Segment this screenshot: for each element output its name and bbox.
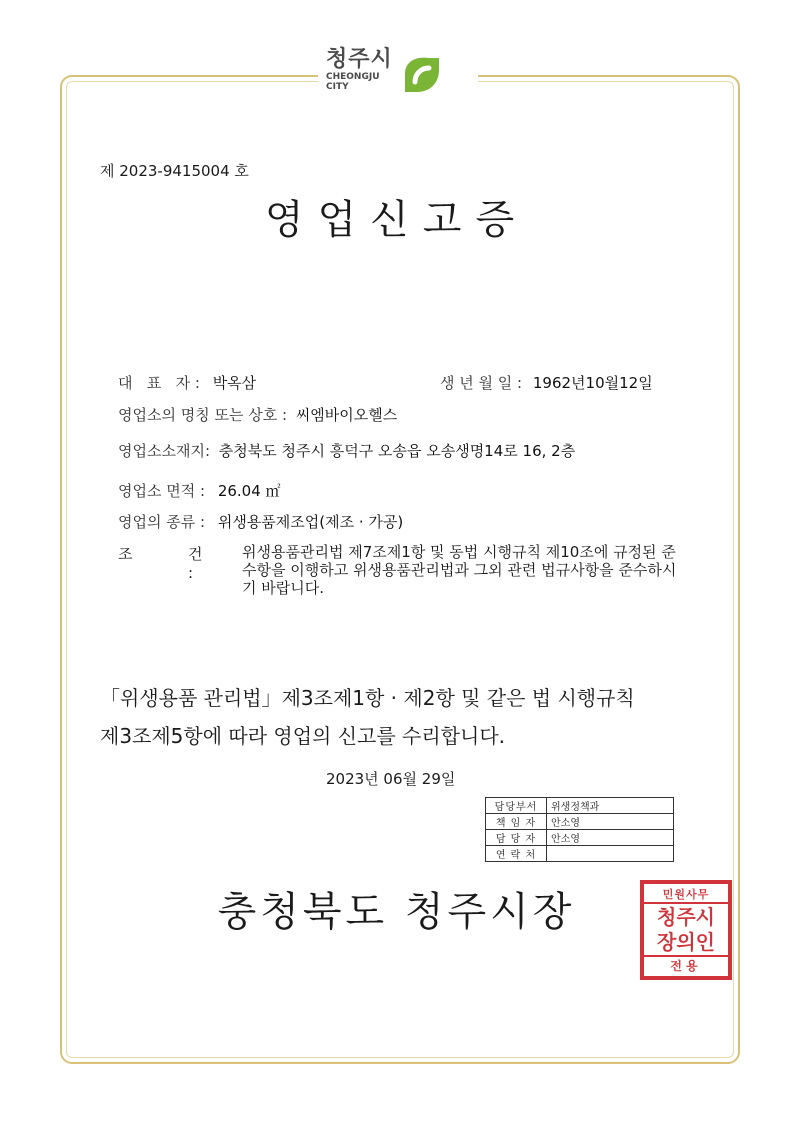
address-value: 충청북도 청주시 흥덕구 오송읍 오송생명14로 16, 2층 bbox=[218, 442, 576, 460]
representative-row bbox=[118, 372, 256, 393]
representative-value: 박옥삼 bbox=[212, 374, 257, 392]
staff-header: 담 당 자 bbox=[486, 830, 547, 846]
birth-value: 1962년10월12일 bbox=[532, 374, 653, 392]
table-row bbox=[486, 846, 674, 862]
staff-value: 안소영 bbox=[547, 830, 674, 846]
document-number: 제 2023-9415004 호 bbox=[100, 162, 249, 180]
staff-header: 책 임 자 bbox=[486, 814, 547, 830]
staff-value: 안소영 bbox=[547, 814, 674, 830]
city-logo bbox=[318, 48, 478, 104]
staff-value bbox=[547, 846, 674, 862]
condition-label-part2: 건 : bbox=[188, 545, 203, 582]
logo-name-english-2: CITY bbox=[326, 82, 349, 92]
address-row bbox=[118, 440, 575, 461]
condition-value: 위생용품관리법 제7조제1항 및 동법 시행규칙 제10조에 규정된 준수항을 이행하고 위생용품관리법과 그외 관련 법규사항을 준수하시기 바랍니다. bbox=[242, 543, 677, 597]
area-value: 26.04 ㎡ bbox=[217, 482, 281, 500]
address-label: 영업소소재지: bbox=[118, 442, 210, 460]
birth-label: 생 년 월 일 : bbox=[440, 374, 523, 392]
seal-top-text: 민원사무 bbox=[644, 886, 728, 904]
logo-name-english-1: CHEONGJU bbox=[326, 72, 380, 82]
staff-table bbox=[485, 797, 674, 862]
issuer-name: 충청북도 청주시장 bbox=[217, 889, 576, 935]
condition-label bbox=[118, 543, 203, 582]
statement-line-2: 제3조제5항에 따라 영업의 신고를 수리합니다. bbox=[100, 724, 505, 748]
business-name-label: 영업소의 명칭 또는 상호 : bbox=[118, 406, 288, 424]
representative-label: 대 표 자 : bbox=[118, 374, 200, 392]
page-title: 영업신고증 bbox=[264, 197, 529, 243]
business-type-label: 영업의 종류 : bbox=[118, 513, 206, 531]
statement-line-1: 「위생용품 관리법」제3조제1항 · 제2항 및 같은 법 시행규칙 bbox=[100, 686, 635, 710]
official-seal bbox=[640, 880, 732, 980]
table-row bbox=[486, 830, 674, 846]
condition-label-part1: 조 bbox=[118, 545, 133, 563]
table-row bbox=[486, 798, 674, 814]
business-name-row bbox=[118, 404, 397, 425]
seal-bottom-text: 전용 bbox=[644, 955, 728, 974]
seal-line-2: 장의인 bbox=[657, 929, 715, 954]
business-type-row bbox=[118, 511, 403, 532]
staff-header: 담당부서 bbox=[486, 798, 547, 814]
staff-header: 연 락 처 bbox=[486, 846, 547, 862]
area-row bbox=[118, 480, 281, 501]
table-row bbox=[486, 814, 674, 830]
area-label: 영업소 면적 : bbox=[118, 482, 206, 500]
business-type-value: 위생용품제조업(제조 · 가공) bbox=[217, 513, 404, 531]
logo-name-korean: 청주시 bbox=[326, 47, 393, 72]
issue-date: 2023년 06월 29일 bbox=[326, 770, 456, 788]
staff-value: 위생정책과 bbox=[547, 798, 674, 814]
seal-line-1: 청주시 bbox=[657, 905, 715, 930]
leaf-logo-icon bbox=[399, 52, 443, 96]
birth-row bbox=[440, 372, 653, 393]
business-name-value: 씨엠바이오헬스 bbox=[295, 406, 398, 424]
